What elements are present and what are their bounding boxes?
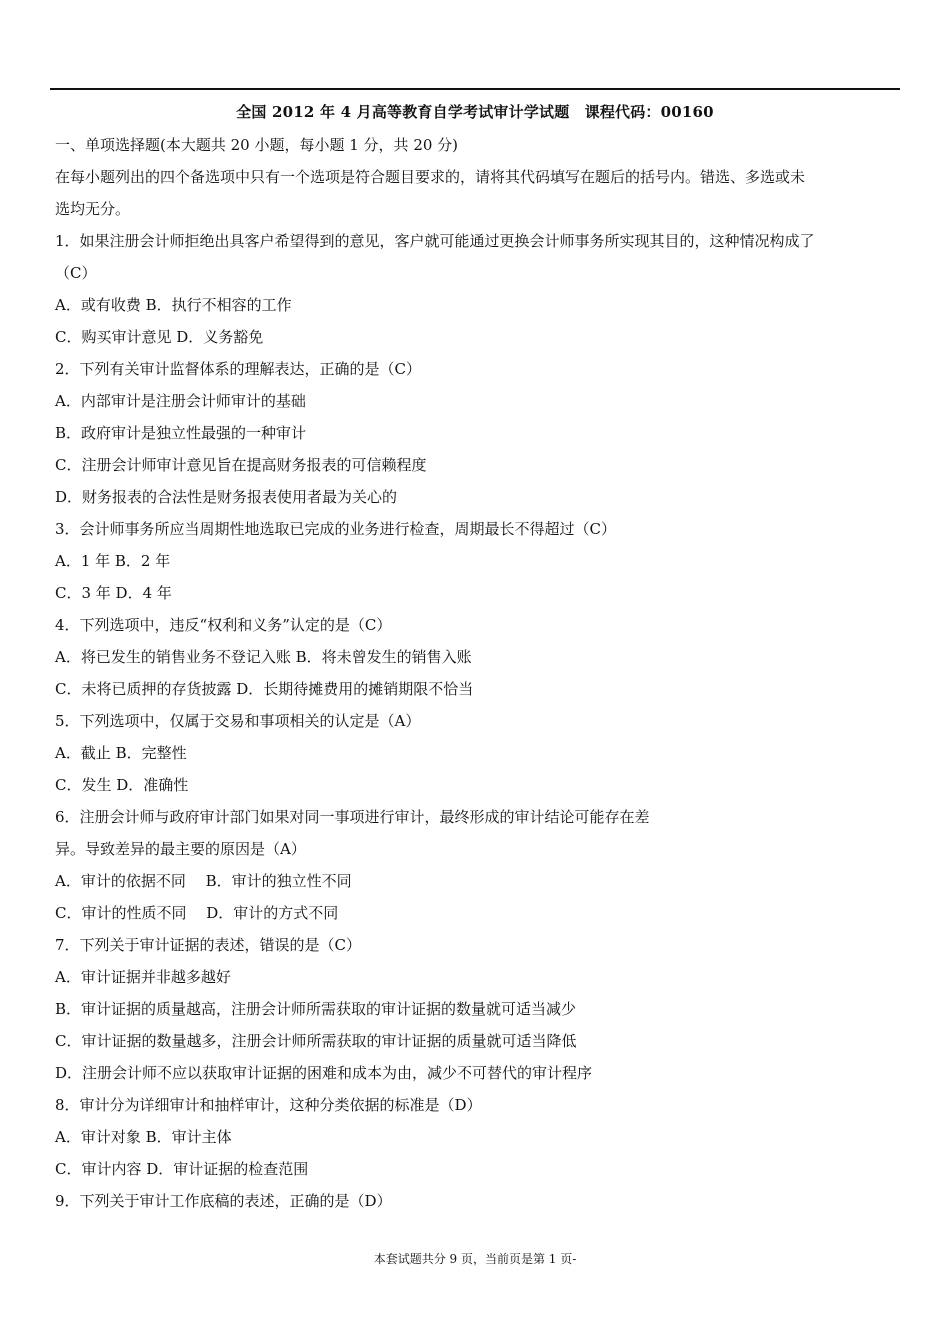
page-title: 全国 2012 年 4 月高等教育自学考试审计学试题 课程代码：00160 xyxy=(236,103,714,121)
text-line: A．审计的依据不同 B．审计的独立性不同 xyxy=(55,872,352,890)
text-line: C．注册会计师审计意见旨在提高财务报表的可信赖程度 xyxy=(55,456,427,474)
text-line: C．审计的性质不同 D．审计的方式不同 xyxy=(55,904,339,922)
text-line: A．内部审计是注册会计师审计的基础 xyxy=(55,392,306,410)
text-line: 1．如果注册会计师拒绝出具客户希望得到的意见，客户就可能通过更换会计师事务所实现其目的，这种情况构成了 xyxy=(55,232,815,250)
header-rule xyxy=(50,88,900,90)
text-line: C．审计证据的数量越多，注册会计师所需获取的审计证据的质量就可适当降低 xyxy=(55,1032,577,1050)
text-line: A．审计证据并非越多越好 xyxy=(55,968,231,986)
text-line: B．审计证据的质量越高，注册会计师所需获取的审计证据的数量就可适当减少 xyxy=(55,1000,577,1018)
text-line: 选均无分。 xyxy=(55,200,131,218)
question-list xyxy=(55,133,900,1221)
text-line: （C） xyxy=(55,264,97,282)
text-line: 6．注册会计师与政府审计部门如果对同一事项进行审计，最终形成的审计结论可能存在差 xyxy=(55,808,650,826)
text-line: A．审计对象 B．审计主体 xyxy=(55,1128,232,1146)
text-line: 7．下列关于审计证据的表述，错误的是（C） xyxy=(55,936,362,954)
page-footer: 本套试题共分 9 页，当前页是第 1 页- xyxy=(373,1252,577,1266)
text-line: A．1 年 B．2 年 xyxy=(55,552,171,570)
text-line: C．购买审计意见 D．义务豁免 xyxy=(55,328,264,346)
text-line: C．未将已质押的存货披露 D．长期待摊费用的摊销期限不恰当 xyxy=(55,680,474,698)
text-line: A．将已发生的销售业务不登记入账 B．将未曾发生的销售入账 xyxy=(55,648,472,666)
text-line: A．截止 B．完整性 xyxy=(55,744,187,762)
text-line: A．或有收费 B．执行不相容的工作 xyxy=(55,296,292,314)
text-line: D．财务报表的合法性是财务报表使用者最为关心的 xyxy=(55,488,398,506)
text-line: 在每小题列出的四个备选项中只有一个选项是符合题目要求的，请将其代码填写在题后的括号内。错选、多选或未 xyxy=(55,168,806,186)
text-line: B．政府审计是独立性最强的一种审计 xyxy=(55,424,307,442)
text-line: 2．下列有关审计监督体系的理解表达，正确的是（C） xyxy=(55,360,422,378)
text-line: C．审计内容 D．审计证据的检查范围 xyxy=(55,1160,309,1178)
text-line: 4．下列选项中，违反“权利和义务”认定的是（C） xyxy=(55,616,392,634)
text-line: C．3 年 D．4 年 xyxy=(55,584,172,602)
text-line: D．注册会计师不应以获取审计证据的困难和成本为由，减少不可替代的审计程序 xyxy=(55,1064,593,1082)
text-line: 9．下列关于审计工作底稿的表述，正确的是（D） xyxy=(55,1192,392,1210)
text-line: C．发生 D．准确性 xyxy=(55,776,189,794)
text-line: 8．审计分为详细审计和抽样审计，这种分类依据的标准是（D） xyxy=(55,1096,482,1114)
text-line: 3．会计师事务所应当周期性地选取已完成的业务进行检查，周期最长不得超过（C） xyxy=(55,520,617,538)
text-line: 异。导致差异的最主要的原因是（A） xyxy=(55,840,306,858)
text-line: 5．下列选项中，仅属于交易和事项相关的认定是（A） xyxy=(55,712,421,730)
text-line: 一、单项选择题(本大题共 20 小题，每小题 1 分，共 20 分) xyxy=(55,136,459,154)
